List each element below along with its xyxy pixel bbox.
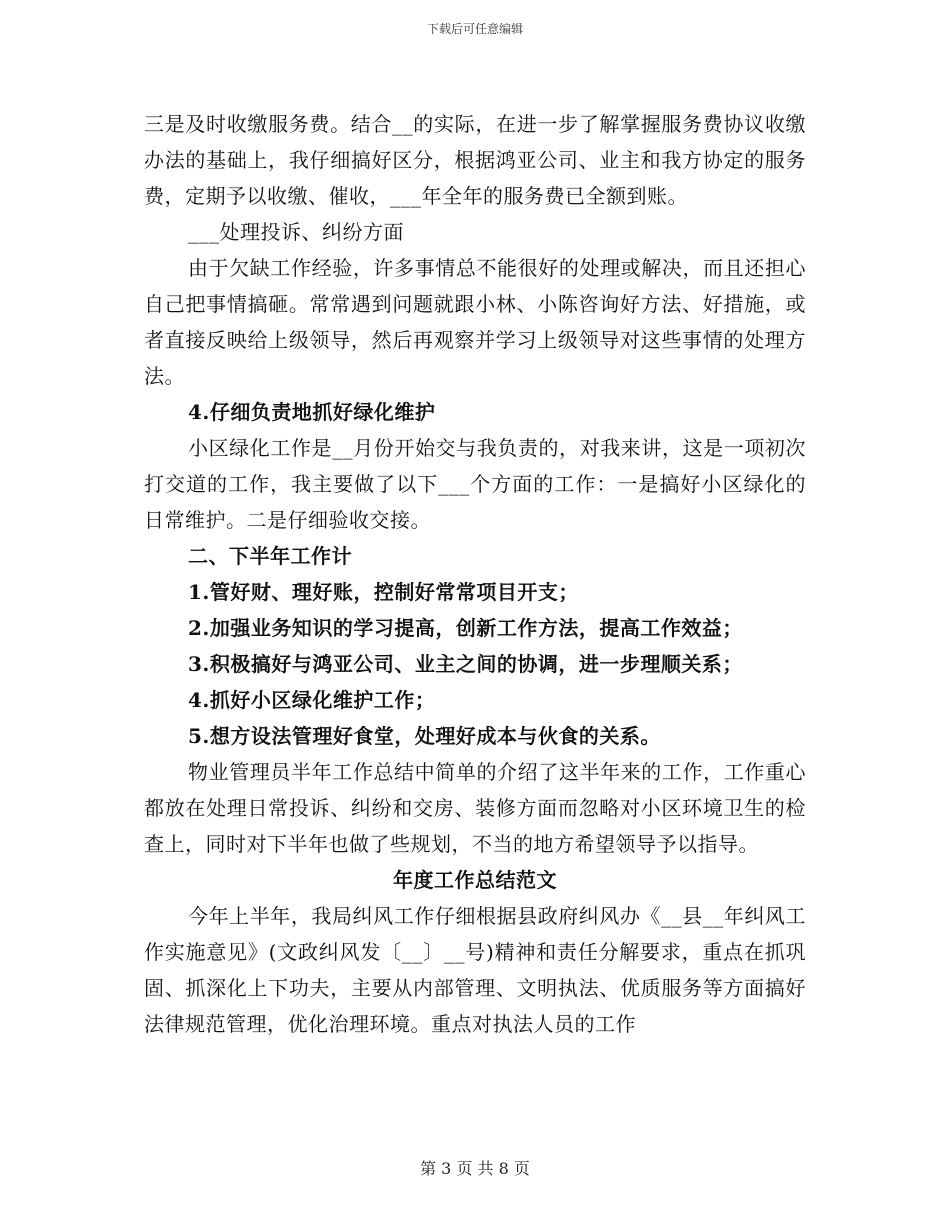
plan-item-1: 1.管好财、理好账，控制好常常项目开支； xyxy=(188,580,579,604)
section-title-annual: 年度工作总结范文 xyxy=(393,868,557,892)
paragraph-greening-heading: 4.仔细负责地抓好绿化维护 xyxy=(188,400,436,424)
paragraph-complaints-body: 由于欠缺工作经验，许多事情总不能很好的处理或解决，而且还担心自己把事情搞砸。常常遇到问题就跟小林、小陈咨询好方法、好措施，或者直接反映给上级领导，然后再观察并学习上级领导对这些事情的处理方法。 xyxy=(144,256,806,388)
plan-item-5: 5.想方设法管理好食堂，处理好成本与伙食的关系。 xyxy=(188,724,661,748)
paragraph-summary: 物业管理员半年工作总结中简单的介绍了这半年来的工作，工作重心都放在处理日常投诉、纠纷和交房、装修方面而忽略对小区环境卫生的检查上，同时对下半年也做了些规划，不当的地方希望领导予以指导。 xyxy=(144,760,806,856)
document-body xyxy=(144,106,806,1042)
paragraph-annual-body: 今年上半年，我局纠风工作仔细根据县政府纠风办《__县__年纠风工作实施意见》(文政纠风发〔__〕__号)精神和责任分解要求，重点在抓巩固、抓深化上下功夫，主要从内部管理、文明执法、优质服务等方面搞好法律规范管理，优化治理环境。重点对执法人员的工作 xyxy=(144,904,806,1036)
plan-item-3: 3.积极搞好与鸿亚公司、业主之间的协调，进一步理顺关系； xyxy=(188,652,743,676)
section-heading-plan: 二、下半年工作计 xyxy=(188,544,352,568)
paragraph-complaints-heading: ___处理投诉、纠纷方面 xyxy=(188,220,404,244)
page-footer: 第 3 页 共 8 页 xyxy=(420,1159,530,1178)
plan-item-2: 2.加强业务知识的学习提高，创新工作方法，提高工作效益； xyxy=(188,616,743,640)
paragraph-service-fee: 三是及时收缴服务费。结合__的实际，在进一步了解掌握服务费协议收缴办法的基础上，我仔细搞好区分，根据鸿亚公司、业主和我方协定的服务费，定期予以收缴、催收，___年全年的服务费已全额到账。 xyxy=(144,112,806,208)
plan-item-4: 4.抓好小区绿化维护工作； xyxy=(188,688,436,712)
page-header: 下载后可任意编辑 xyxy=(426,22,523,36)
paragraph-greening-body: 小区绿化工作是__月份开始交与我负责的，对我来讲，这是一项初次打交道的工作，我主要做了以下___个方面的工作：一是搞好小区绿化的日常维护。二是仔细验收交接。 xyxy=(144,436,806,532)
